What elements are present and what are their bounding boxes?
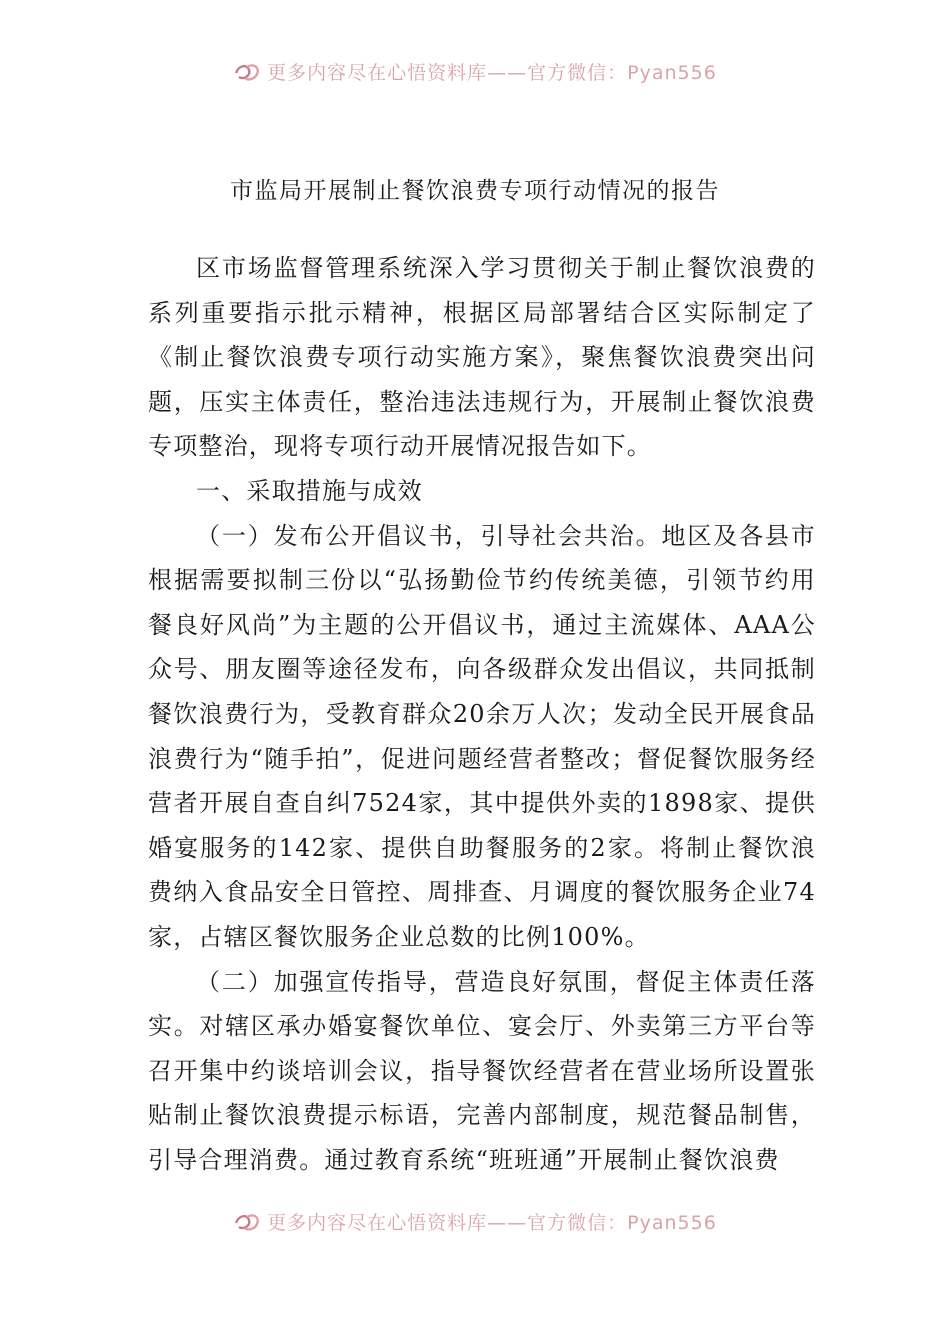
intro-paragraph: 区市场监督管理系统深入学习贯彻关于制止餐饮浪费的系列重要指示批示精神，根据区局部署结合区实际制定了《制止餐饮浪费专项行动实施方案》，聚焦餐饮浪费突出问题，压实主体责任，整治违法违规行为，开展制止餐饮浪费专项整治，现将专项行动开展情况报告如下。 — [148, 254, 816, 461]
document-title: 市监局开展制止餐饮浪费专项行动情况的报告 — [230, 178, 720, 204]
watermark-logo-icon — [233, 1211, 263, 1233]
section-heading: 一、采取措施与成效 — [196, 476, 423, 505]
header-watermark — [0, 58, 950, 85]
watermark-text: 更多内容尽在心悟资料库——官方微信：Pyan556 — [267, 62, 717, 84]
footer-watermark — [0, 1208, 950, 1235]
document-body — [148, 246, 816, 1182]
watermark-logo-icon — [233, 61, 263, 83]
body-paragraph: （一）发布公开倡议书，引导社会共治。地区及各县市根据需要拟制三份以“弘扬勤俭节约传统美德，引领节约用餐良好风尚”为主题的公开倡议书，通过主流媒体、AAA公众号、朋友圈等途径发布，向各级群众发出倡议，共同抵制餐饮浪费行为，受教育群众20余万人次；发动全民开展食品浪费行为“随手拍”，促进问题经营者整改；督促餐饮服务经营者开展自查自纠7524家，其中提供外卖的1898家、提供婚宴服务的142家、提供自助餐服务的2家。将制止餐饮浪费纳入食品安全日管控、周排查、月调度的餐饮服务企业74家，占辖区餐饮服务企业总数的比例100%。 — [148, 521, 816, 951]
watermark-text: 更多内容尽在心悟资料库——官方微信：Pyan556 — [267, 1212, 717, 1234]
body-paragraph: （二）加强宣传指导，营造良好氛围，督促主体责任落实。对辖区承办婚宴餐饮单位、宴会厅、外卖第三方平台等召开集中约谈培训会议，指导餐饮经营者在营业场所设置张贴制止餐饮浪费提示标语，完善内部制度，规范餐品制售，引导合理消费。通过教育系统“班班通”开展制止餐饮浪费 — [148, 967, 816, 1174]
